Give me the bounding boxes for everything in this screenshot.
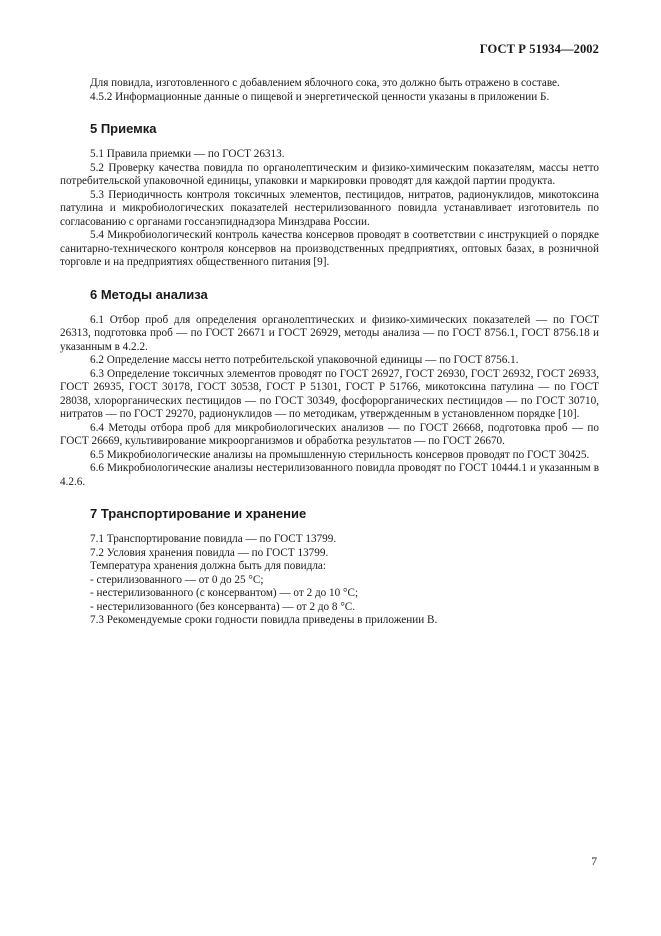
paragraph: 4.5.2 Информационные данные о пищевой и энергетической ценности указаны в приложении Б. [90, 90, 550, 103]
paragraph: 6.6 Микробиологические анализы нестерилизованного повидла проводят по ГОСТ 10444.1 и указанным в 4.2.6. [60, 462, 599, 488]
paragraph: 5.2 Проверку качества повидла по органолептическим и физико-химическим показателям, массы нетто потребительской упаковочной единицы, упаковки и маркировки проводят для каждой партии продукта. [60, 161, 599, 187]
list-item: - стерилизованного — от 0 до 25 °С; [90, 573, 264, 586]
paragraph: 6.3 Определение токсичных элементов проводят по ГОСТ 26927, ГОСТ 26930, ГОСТ 26932, ГОСТ 26933, ГОСТ 26935, ГОСТ 30178, ГОСТ 30538, ГОСТ Р 51301, ГОСТ Р 51766, микотоксина патулина — по ГОСТ 28038, хлорорганических пестицидов — по ГОСТ 30349, фосфорорганических пестицидов — по ГОСТ 30710, нитратов — по ГОСТ 29270, радионуклидов — по методикам, утвержденным в установленном порядке [10]. [60, 367, 599, 420]
paragraph: 6.1 Отбор проб для определения органолептических и физико-химических показателей — по ГОСТ 26313, подготовка проб — по ГОСТ 26671 и ГОСТ 26929, методы анализа — по ГОСТ 8756.1, ГОСТ 8756.18 и указанным в 4.2.2. [60, 313, 599, 353]
paragraph: 6.5 Микробиологические анализы на промышленную стерильность консервов проводят по ГОСТ 30425. [90, 448, 590, 461]
paragraph: 5.4 Микробиологический контроль качества консервов проводят в соответствии с инструкцией о порядке санитарно-технического контроля консервов на производственных предприятиях, оптовых базах, в розничной торговле и на предприятиях общественного питания [9]. [60, 229, 599, 268]
paragraph: 7.2 Условия хранения повидла — по ГОСТ 13799. [90, 546, 329, 559]
page-number: 7 [591, 856, 597, 868]
list-item: - нестерилизованного (с консервантом) — от 2 до 10 °С; [90, 587, 359, 599]
storage-list [60, 533, 599, 628]
section-heading: 5 Приемка [90, 121, 157, 136]
paragraph: 7.3 Рекомендуемые сроки годности повидла приведены в приложении В. [90, 614, 438, 626]
section-heading: 6 Методы анализа [90, 286, 208, 302]
paragraph: 5.1 Правила приемки — по ГОСТ 26313. [90, 148, 285, 160]
page-body [60, 77, 599, 628]
list-item: - нестерилизованного (без консерванта) — от 2 до 8 °С. [90, 600, 356, 613]
document-header: ГОСТ Р 51934—2002 [479, 42, 599, 56]
paragraph: 6.2 Определение массы нетто потребительской упаковочной единицы — по ГОСТ 8756.1. [90, 354, 519, 366]
paragraph: 5.3 Периодичность контроля токсичных элементов, пестицидов, нитратов, радионуклидов, микотоксина патулина и микробиологических показателей нестерилизованного повидла устанавливает изготовитель по согласованию с органами госсанэпиднадзора Минздрава России. [60, 188, 599, 228]
section-heading: 7 Транспортирование и хранение [90, 506, 307, 521]
paragraph: Для повидла, изготовленного с добавлением яблочного сока, это должно быть отражено в составе. [90, 77, 560, 89]
paragraph: Температура хранения должна быть для повидла: [90, 560, 327, 572]
paragraph: 7.1 Транспортирование повидла — по ГОСТ 13799. [90, 533, 337, 545]
paragraph: 6.4 Методы отбора проб для микробиологических анализов — по ГОСТ 26668, подготовка проб — по ГОСТ 26669, культивирование микроорганизмов и обработка результатов — по ГОСТ 26670. [60, 421, 599, 447]
